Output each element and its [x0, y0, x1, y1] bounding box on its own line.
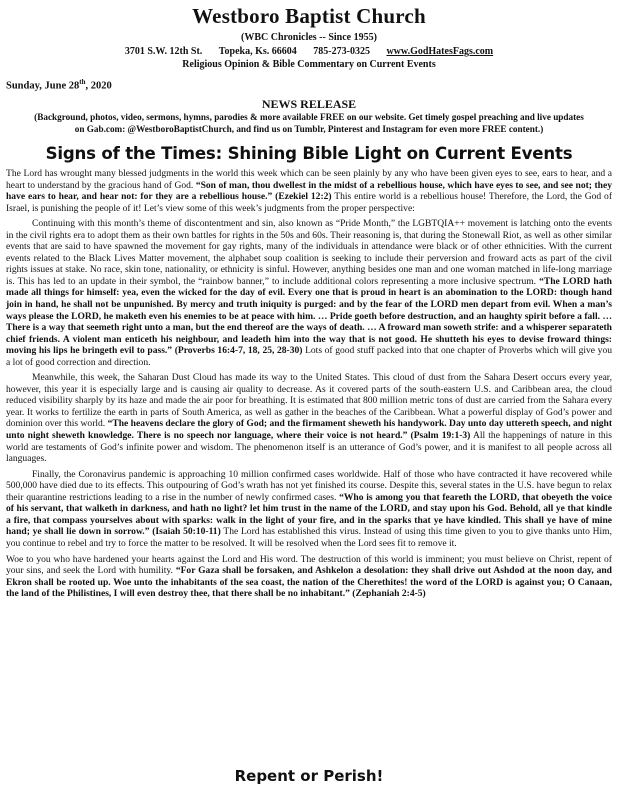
- contact-line: [0, 46, 618, 57]
- paragraph-text: Continuing with this month’s theme of discontentment and sin, also known as “Pride Month,” the LGBTQIA++ movement is latching onto the events in the civil rights era to adopt them as their own battles for rights in the 50s and 60s. Their reasoning is, that during the Stonewall Riot, as well as other similar events that are said to have spawned the movement for gay rights, many of the individuals in attendance were black or of other ethnicities. With the current events related to the Black Lives Matter movement, the alphabet soup coalition is seeking to include their perversion and froward acts as part of the civil rights issues at stake. No race, skin tone, nationality, or ethnicity is sinful. However, anything besides one man and one woman matched in life-long marriage is. This has led to an update in their symbol, the “rainbow banner,” to include additional colors representing a more inclusive spectrum.: [6, 218, 612, 287]
- scripture-quote: “The LORD hath made all things for himself: yea, even the wicked for the day of evil. Every one that is proud in heart is an abomination to the LORD: though hand join in hand, he shall not be unpunished. By mercy and truth iniquity is purged: and by the fear of the LORD men depart from evil. When a man’s ways please the LORD, he maketh even his enemies to be at peace with him. … Pride goeth before destruction, and an haughty spirit before a fall. … There is a way that seemeth right unto a man, but the end thereof are the ways of death. … A froward man soweth strife: and a whisperer separateth chief friends. A violent man enticeth his neighbour, and leadeth him into the way that is not good. He shutteth his eyes to devise froward things: moving his lips he bringeth evil to pass.” (Proverbs 16:4-7, 18, 25, 28-30): [6, 275, 612, 357]
- paragraph-saharan-dust: [6, 372, 612, 464]
- article-body: [6, 168, 612, 604]
- street-address: 3701 S.W. 12th St.: [124, 46, 203, 57]
- website-link[interactable]: www.GodHatesFags.com: [386, 46, 494, 57]
- chronicles-subtitle: (WBC Chronicles -- Since 1955): [241, 32, 377, 43]
- scripture-quote: “Who is among you that feareth the LORD, that obeyeth the voice of his servant, that walketh in darkness, and hath no light? let him trust in the name of the LORD, and stay upon his God. Behold, all ye that kindle a fire, that compass yourselves about with sparks: walk in the light of your fire, and in the sparks that ye have kindled. This shall ye have of mine hand; ye shall lie down in sorrow.” (Isaiah 50:10-11): [6, 491, 612, 538]
- phone-number: 785-273-0325: [313, 46, 370, 57]
- commentary-tagline: Religious Opinion & Bible Commentary on Current Events: [182, 59, 436, 70]
- city-address: Topeka, Ks. 66604: [218, 46, 297, 57]
- paragraph-text: All the happenings of nature in this world are testaments of God’s infinite power and wisdom. The phenomenon itself is an utterance of God’s power, and it is manifest to all people across all languages.: [6, 430, 612, 465]
- release-date: [6, 78, 112, 92]
- church-name-heading: Westboro Baptist Church: [192, 4, 426, 28]
- closing-heading: Repent or Perish!: [234, 767, 384, 785]
- paragraph-coronavirus: [6, 469, 612, 550]
- paragraph-text: Finally, the Coronavirus pandemic is approaching 10 million confirmed cases worldwide. Half of those who have contracted it have recovered while 500,000 have died due to its effects. This outpouring of God’s wrath has not yet finished its course. Despite this, several states in the U.S. have begun to relax their quarantine restrictions leading to a rise in the number of newly confirmed cases.: [6, 468, 612, 503]
- scripture-quote: “The heavens declare the glory of God; and the firmament sheweth his handywork. Day unto day uttereth speech, and night unto night sheweth knowledge. There is no speech nor language, where their voice is not heard.” (Psalm 19:1-3): [6, 418, 613, 442]
- article-headline: Signs of the Times: Shining Bible Light on Current Events: [45, 144, 573, 163]
- paragraph-text: Lots of good stuff packed into that one chapter of Proverbs which will give you a lot of good correction and direction.: [6, 345, 612, 368]
- date-ordinal-suffix: th: [79, 78, 86, 86]
- news-release-label: NEWS RELEASE: [261, 97, 357, 111]
- date-year: , 2020: [85, 80, 112, 92]
- scripture-quote: “For Gaza shall be forsaken, and Ashkelon a desolation: they shall drive out Ashdod at the noon day, and Ekron shall be rooted up. Woe unto the inhabitants of the sea coast, the nation of the Cherethites! the word of the LORD is against you; O Canaan, the land of the Philistines, I will even destroy thee, that there shall be no inhabitant.” (Zephaniah 2:4-5): [6, 565, 612, 600]
- paragraph-text: Meanwhile, this week, the Saharan Dust Cloud has made its way to the United States. This cloud of dust from the Sahara Desert occurs every year, however, this year it is especially large and is causing air quality to decrease. As it covered parts of the south-eastern U.S. and Caribbean area, the cloud reduced visibility sharply by its haze and made the air poor for breathing. It is estimated that 800 million metric tons of dust are carried from the Sahara every year. It works to fertilize the earth in parts of South America, as well as gather in the beaches of the Caribbean. What a powerful display of God’s power and dominion over this world.: [6, 372, 612, 430]
- content-availability-notice: (Background, photos, video, sermons, hymns, parodies & more available FREE on our website. Get timely gospel preaching and live updates on Gab.com: @WestboroBaptistChurch, and find us on Tumblr, Pinterest and Instagram for even more FREE content.): [34, 112, 584, 134]
- date-prefix: Sunday, June 28: [6, 80, 80, 92]
- paragraph-text: The Lord has established this virus. Instead of using this time given to you to give thanks unto Him, you continue to rebel and try to force the matter to be resolved. It will be resolved when the Lord sees fit to remove it.: [6, 526, 612, 549]
- paragraph-text: This entire world is a rebellious house! Therefore, the Lord, the God of Israel, is punishing the people of it! Let’s view some of this week’s judgments from the proper perspective:: [6, 191, 612, 214]
- paragraph-warning: [6, 554, 612, 600]
- scripture-quote: “Son of man, thou dwellest in the midst of a rebellious house, which have eyes to see, and see not; they have ears to hear, and hear not: for they are a rebellious house.” (Ezekiel 12:2): [6, 179, 612, 203]
- paragraph-intro: [6, 168, 612, 214]
- paragraph-pride-month: [6, 218, 612, 368]
- paragraph-text: Woe to you who have hardened your hearts against the Lord and His word. The destruction of this world is imminent; you must believe on Christ, repent of your sins, and seek the Lord with humility.: [6, 553, 612, 577]
- paragraph-text: The Lord has wrought many blessed judgments in the world this week which can be seen plainly by any who have been given eyes to see, ears to hear, and a heart to understand by the gracious hand of God.: [6, 168, 612, 191]
